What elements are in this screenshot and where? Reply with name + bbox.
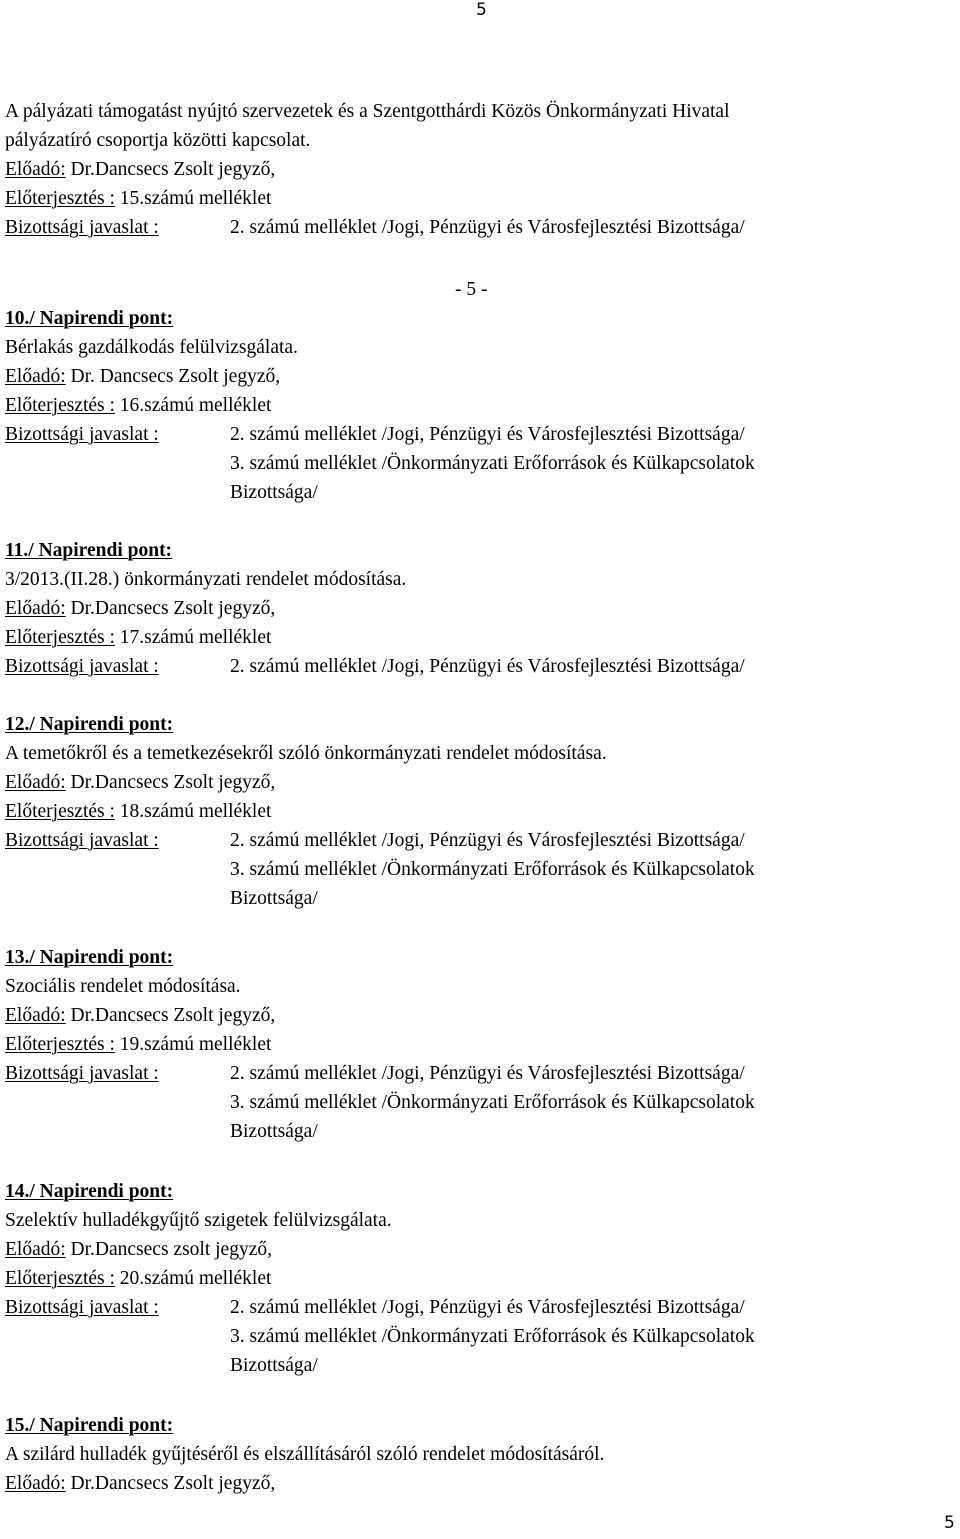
item-title: Szelektív hulladékgyűjtő szigetek felülvizsgálata. [5,1210,392,1231]
intro-bizottsagi [5,216,745,240]
eloado-label: Előadó: [5,159,66,180]
center-page-marker: - 5 - [455,279,488,300]
bizottsagi-line-1: 2. számú melléklet /Jogi, Pénzügyi és Városfejlesztési Bizottsága/ [230,424,745,445]
page-number-top: 5 [476,0,487,20]
eloterjesztes-value: 18.számú melléklet [114,801,272,822]
intro-eloado [5,158,275,182]
item-eloado [5,597,275,621]
item-bizottsagi [5,423,745,447]
intro-line-2: pályázatíró csoportja közötti kapcsolat. [5,130,311,151]
item-eloterjesztes [5,1033,271,1057]
bizottsagi-line-1: 2. számú melléklet /Jogi, Pénzügyi és Városfejlesztési Bizottsága/ [230,1063,745,1084]
eloado-label: Előadó: [5,366,66,387]
item-heading: 12./ Napirendi pont: [5,714,174,735]
item-eloterjesztes [5,394,271,418]
eloterjesztes-value: 15.számú melléklet [114,188,272,209]
intro-eloterjesztes [5,187,271,211]
page-number-bottom: 5 [944,1513,955,1533]
bizottsagi-line-2: 3. számú melléklet /Önkormányzati Erőforrások és Külkapcsolatok [230,1326,755,1347]
item-eloado [5,1472,275,1496]
item-eloado [5,365,280,389]
eloterjesztes-value: 16.számú melléklet [114,395,272,416]
bizottsagi-label: Bizottsági javaslat : [5,830,159,851]
eloado-value: Dr.Dancsecs Zsolt jegyző, [65,772,276,793]
eloado-value: Dr. Dancsecs Zsolt jegyző, [65,366,281,387]
eloado-label: Előadó: [5,772,66,793]
eloado-value: Dr.Dancsecs Zsolt jegyző, [65,1473,276,1494]
eloterjesztes-value: 17.számú melléklet [114,627,272,648]
item-bizottsagi [5,1062,745,1086]
eloado-value: Dr.Dancsecs Zsolt jegyző, [65,159,276,180]
bizottsagi-line-3: Bizottsága/ [230,1121,318,1142]
item-eloterjesztes [5,800,271,824]
eloterjesztes-value: 20.számú melléklet [114,1268,272,1289]
eloterjesztes-label: Előterjesztés : [5,801,115,822]
bizottsagi-line-1: 2. számú melléklet /Jogi, Pénzügyi és Városfejlesztési Bizottsága/ [230,1297,745,1318]
eloado-label: Előadó: [5,1239,66,1260]
item-heading: 14./ Napirendi pont: [5,1181,174,1202]
bizottsagi-line-2: 3. számú melléklet /Önkormányzati Erőforrások és Külkapcsolatok [230,453,755,474]
bizottsagi-label: Bizottsági javaslat : [5,1063,159,1084]
item-title: 3/2013.(II.28.) önkormányzati rendelet módosítása. [5,569,407,590]
item-eloado [5,771,275,795]
item-heading: 11./ Napirendi pont: [5,540,173,561]
bizottsagi-label: Bizottsági javaslat : [5,656,159,677]
eloterjesztes-label: Előterjesztés : [5,1034,115,1055]
item-eloado [5,1004,275,1028]
bizottsagi-line-1: 2. számú melléklet /Jogi, Pénzügyi és Városfejlesztési Bizottsága/ [230,217,745,238]
item-eloterjesztes [5,1267,271,1291]
bizottsagi-line-2: 3. számú melléklet /Önkormányzati Erőforrások és Külkapcsolatok [230,859,755,880]
eloterjesztes-label: Előterjesztés : [5,395,115,416]
item-title: Szociális rendelet módosítása. [5,976,241,997]
item-title: Bérlakás gazdálkodás felülvizsgálata. [5,337,298,358]
eloado-label: Előadó: [5,1005,66,1026]
bizottsagi-label: Bizottsági javaslat : [5,217,159,238]
bizottsagi-label: Bizottsági javaslat : [5,1297,159,1318]
intro-line-1: A pályázati támogatást nyújtó szervezetek és a Szentgotthárdi Közös Önkormányzati Hivatal [5,101,730,122]
item-bizottsagi [5,655,745,679]
bizottsagi-line-1: 2. számú melléklet /Jogi, Pénzügyi és Városfejlesztési Bizottsága/ [230,830,745,851]
bizottsagi-line-3: Bizottsága/ [230,482,318,503]
item-title: A temetőkről és a temetkezésekről szóló önkormányzati rendelet módosítása. [5,743,607,764]
eloterjesztes-label: Előterjesztés : [5,188,115,209]
item-heading: 15./ Napirendi pont: [5,1415,174,1436]
eloado-label: Előadó: [5,1473,66,1494]
eloado-value: Dr.Dancsecs Zsolt jegyző, [65,1005,276,1026]
item-title: A szilárd hulladék gyűjtéséről és elszállításáról szóló rendelet módosításáról. [5,1444,605,1465]
item-bizottsagi [5,829,745,853]
item-heading: 10./ Napirendi pont: [5,308,174,329]
eloado-value: Dr.Dancsecs zsolt jegyző, [65,1239,272,1260]
eloado-value: Dr.Dancsecs Zsolt jegyző, [65,598,276,619]
eloterjesztes-label: Előterjesztés : [5,627,115,648]
eloado-label: Előadó: [5,598,66,619]
item-eloado [5,1238,272,1262]
item-eloterjesztes [5,626,271,650]
bizottsagi-line-3: Bizottsága/ [230,1355,318,1376]
bizottsagi-line-3: Bizottsága/ [230,888,318,909]
bizottsagi-line-1: 2. számú melléklet /Jogi, Pénzügyi és Városfejlesztési Bizottsága/ [230,656,745,677]
bizottsagi-line-2: 3. számú melléklet /Önkormányzati Erőforrások és Külkapcsolatok [230,1092,755,1113]
item-bizottsagi [5,1296,745,1320]
eloterjesztes-value: 19.számú melléklet [114,1034,272,1055]
eloterjesztes-label: Előterjesztés : [5,1268,115,1289]
bizottsagi-label: Bizottsági javaslat : [5,424,159,445]
item-heading: 13./ Napirendi pont: [5,947,174,968]
